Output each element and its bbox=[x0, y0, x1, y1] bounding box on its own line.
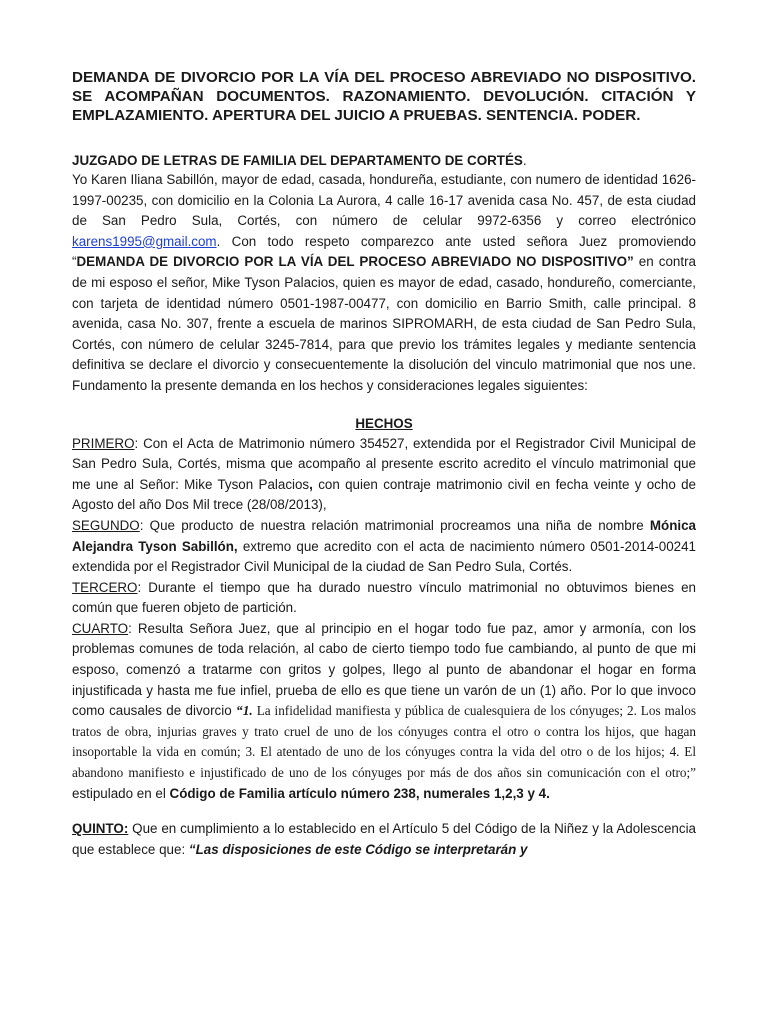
fact-label-tercero: TERCERO bbox=[72, 579, 138, 595]
fact-quinto bbox=[72, 819, 696, 860]
fact-text: Que producto de nuestra relación matrimonial procreamos una niña de nombre bbox=[143, 517, 650, 533]
court-dot: . bbox=[522, 153, 527, 168]
fact-label-quinto: QUINTO: bbox=[72, 821, 129, 837]
fact-text: extremo que acredito con el acta de nacimiento número 0501-2014-00241 extendida por el Registrador Civil Municipal de la ciudad de San Pedro Sula, Cortés. bbox=[72, 538, 696, 575]
fact-text: Resulta Señora Juez, que al principio en el hogar todo fue paz, amor y armonía, con los problemas comunes de toda relación, al cabo de cierto tiempo todo fue cambiando, al punto de que mi esposo, comenzó a tratarme con gritos y golpes, llego al punto de abandonar el hogar en forma injustificada y hasta me fue infiel, prueba de ello es que tiene un varón de un (1) año. Por lo que invoco como causales de divorcio bbox=[72, 620, 696, 719]
fact-segundo bbox=[72, 516, 696, 578]
court-name: JUZGADO DE LETRAS DE FAMILIA DEL DEPARTAMENTO DE CORTÉS bbox=[72, 153, 523, 168]
spacer bbox=[72, 804, 696, 819]
fact-text: Durante el tiempo que ha durado nuestro vínculo matrimonial no obtuvimos bienes en común que fueren objeto de partición. bbox=[72, 579, 696, 616]
fact-colon: : bbox=[128, 620, 132, 636]
fact-colon: : bbox=[137, 579, 142, 595]
fact-text: con quien contraje matrimonio civil en fecha veinte y ocho de Agosto del año Dos Mil trece (28/08/2013), bbox=[72, 476, 696, 513]
email-link[interactable]: karens1995@gmail.com bbox=[72, 233, 217, 249]
fact-text: Que en cumplimiento a lo establecido en el Artículo 5 del Código de la Niñez y la Adolescencia que establece que: bbox=[72, 821, 696, 857]
fact-colon: : bbox=[139, 517, 144, 533]
fact-label-segundo: SEGUNDO bbox=[72, 517, 140, 533]
fact-colon: : bbox=[134, 435, 139, 451]
fact-text: Con el Acta de Matrimonio número 354527, extendida por el Registrador Civil Municipal de San Pedro Sula, Cortés, misma que acompaño al presente escrito acredito el vínculo matrimonial que me une al Señor: Mike Tyson Palacios bbox=[72, 435, 696, 492]
court-heading bbox=[72, 152, 696, 170]
legal-quote: “Las disposiciones de este Código se interpretarán y bbox=[188, 841, 528, 857]
intro-text-2: . Con todo respeto comparezco ante usted señora Juez promoviendo “ bbox=[72, 233, 696, 270]
quote-lead: “1. bbox=[236, 703, 253, 719]
fact-text: estipulado en el bbox=[72, 785, 170, 801]
child-name: Mónica Alejandra Tyson Sabillón, bbox=[72, 517, 696, 554]
fact-primero bbox=[72, 434, 696, 516]
fact-label-cuarto: CUARTO bbox=[72, 620, 129, 636]
fact-cuarto bbox=[72, 619, 696, 804]
code-reference: Código de Familia artículo número 238, numerales 1,2,3 y 4. bbox=[169, 785, 550, 801]
legal-quote: La infidelidad manifiesta y pública de cualesquiera de los cónyuges; 2. Los malos tratos de obra, injurias graves y trato cruel de uno de los cónyuges contra el otro o contra los hijos, que hagan insoportable la vida en común; 3. El atentado de uno de los cónyuges contra la vida del otro o de los hijos; 4. El abandono manifiesto e injustificado de uno de los cónyuges por más de dos años sin comunicación con el otro;” bbox=[72, 703, 697, 781]
intro-text-3: en contra de mi esposo el señor, Mike Tyson Palacios, quien es mayor de edad, casado, hondureño, comerciante, con tarjeta de identidad número 0501-1987-00477, con domicilio en Barrio Smith, calle principal. 8 avenida, casa No. 307, frente a escuela de marinos SIPROMARH, de esta ciudad de San Pedro Sula, Cortés, con número de celular 3245-7814, para que previo los trámites legales y mediante sentencia definitiva se declare el divorcio y consecuentemente la disolución del vinculo matrimonial que nos une. Fundamento la presente demanda en los hechos y consideraciones legales siguientes: bbox=[72, 254, 696, 393]
fact-tercero bbox=[72, 578, 696, 619]
document-title: DEMANDA DE DIVORCIO POR LA VÍA DEL PROCESO ABREVIADO NO DISPOSITIVO. SE ACOMPAÑAN DOCUMENTOS. RAZONAMIENTO. DEVOLUCIÓN. CITACIÓN Y EMPLAZAMIENTO. APERTURA DEL JUICIO A PRUEBAS. SENTENCIA. PODER. bbox=[72, 69, 696, 124]
fact-label-primero: PRIMERO bbox=[72, 435, 135, 451]
intro-paragraph bbox=[72, 170, 696, 397]
hechos-heading: HECHOS bbox=[355, 415, 413, 431]
intro-text-1: Yo Karen Iliana Sabillón, mayor de edad, casada, hondureña, estudiante, con numero de identidad 1626-1997-00235, con domicilio en la Colonia La Aurora, 4 calle 16-17 avenida casa No. 457, de esta ciudad de San Pedro Sula, Cortés, con número de celular 9972-6356 y correo electrónico bbox=[72, 172, 696, 229]
document-page bbox=[72, 68, 696, 860]
fact-comma: , bbox=[309, 476, 313, 492]
demand-name: DEMANDA DE DIVORCIO POR LA VÍA DEL PROCESO ABREVIADO NO DISPOSITIVO” bbox=[76, 254, 634, 270]
